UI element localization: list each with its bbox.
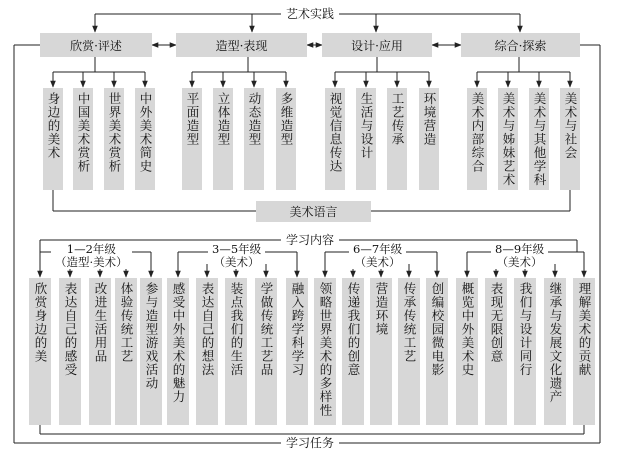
grade-label-1-2-line2: （造型·美术） xyxy=(55,255,128,269)
grade-label-6-7-line2: （美术） xyxy=(354,255,401,269)
category-box-design: 设计·应用 xyxy=(322,33,432,57)
task-box: 我们与设计同行 xyxy=(514,278,536,425)
grade-label-3-5-line2: （美术） xyxy=(213,255,260,269)
grade-label-8-9-line2: （美术） xyxy=(496,255,543,269)
content-item-society: 美术与社会 xyxy=(560,88,580,190)
task-box: 装点我们的生活 xyxy=(225,278,247,425)
content-item-craft: 工艺传承 xyxy=(387,88,407,190)
grade-label-6-7-line1: 6—7年级 xyxy=(353,242,403,256)
art-language-box: 美术语言 xyxy=(256,201,371,222)
content-item-life-design: 生活与设计 xyxy=(356,88,376,190)
grade-label-1-2 xyxy=(51,243,132,269)
category-box-appreciation: 欣赏·评述 xyxy=(40,33,152,57)
category-box-modeling: 造型·表现 xyxy=(176,33,307,57)
task-box: 创编校园微电影 xyxy=(426,278,448,425)
grade-label-3-5-line1: 3—5年级 xyxy=(212,242,262,256)
task-box: 传承传统工艺 xyxy=(398,278,420,425)
task-box: 参与造型游戏活动 xyxy=(140,278,162,425)
content-item-art-history: 中外美术简史 xyxy=(135,88,155,190)
task-box: 继承与发展文化遗产 xyxy=(544,278,566,425)
content-item-other-subjects: 美术与其他学科 xyxy=(529,88,549,190)
top-label-art-practice: 艺术实践 xyxy=(281,7,339,21)
content-item-3d: 立体造型 xyxy=(213,88,233,190)
task-box: 概览中外美术史 xyxy=(456,278,478,425)
task-box: 融入跨学科学习 xyxy=(286,278,308,425)
task-box: 传递我们的创意 xyxy=(342,278,364,425)
task-box: 体验传统工艺 xyxy=(115,278,137,425)
task-box: 表达自己的感受 xyxy=(59,278,81,425)
task-box: 欣赏身边的美 xyxy=(29,278,51,425)
grade-label-8-9 xyxy=(491,243,548,269)
content-item-internal: 美术内部综合 xyxy=(467,88,487,190)
task-box: 营造环境 xyxy=(370,278,392,425)
content-item-world-art: 世界美术赏析 xyxy=(104,88,124,190)
task-box: 改进生活用品 xyxy=(89,278,111,425)
task-box: 感受中外美术的魅力 xyxy=(167,278,189,425)
task-label: 学习任务 xyxy=(281,436,339,450)
grade-label-3-5 xyxy=(208,243,265,269)
grade-label-8-9-line1: 8—9年级 xyxy=(495,242,545,256)
content-item-visual-communication: 视觉信息传达 xyxy=(325,88,345,190)
task-box: 表达自己的想法 xyxy=(196,278,218,425)
task-box: 表现无限创意 xyxy=(485,278,507,425)
content-item-chinese-art: 中国美术赏析 xyxy=(73,88,93,190)
content-item-dynamic: 动态造型 xyxy=(244,88,264,190)
category-box-comprehensive: 综合·探索 xyxy=(461,33,580,57)
task-box: 领略世界美术的多样性 xyxy=(314,278,336,425)
task-box: 学做传统工艺品 xyxy=(255,278,277,425)
content-item-multidimensional: 多维造型 xyxy=(276,88,296,190)
content-label: 学习内容 xyxy=(281,233,339,247)
content-item-planar: 平面造型 xyxy=(182,88,202,190)
grade-label-6-7 xyxy=(349,243,406,269)
task-box: 理解美术的贡献 xyxy=(573,278,595,425)
content-item-sister-arts: 美术与姊妹艺术 xyxy=(498,88,518,190)
content-item-surrounding-art: 身边的美术 xyxy=(43,88,63,190)
content-item-environment: 环境营造 xyxy=(419,88,439,190)
grade-label-1-2-line1: 1—2年级 xyxy=(66,242,116,256)
